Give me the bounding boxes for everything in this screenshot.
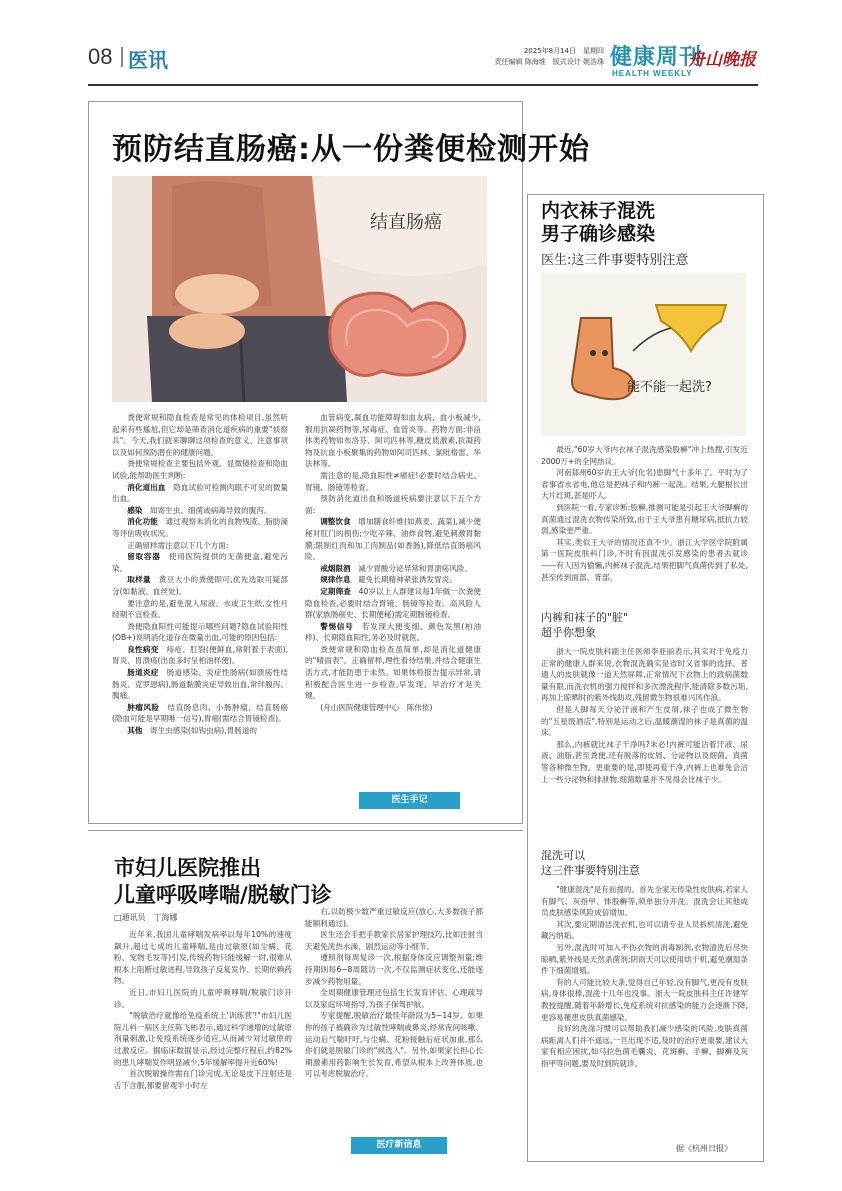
side-subhead-2-line-2: 这三件事要特别注意 [541, 864, 640, 877]
paragraph: 遵照剂每周复诊一次,根据身体反应调整剂量;维持期则每6~8周随访一次,不仅监测症状变化,还能逐步减少药物用量。 [305, 953, 483, 986]
paragraph: 肿瘤风险 结直肠息肉、小肠肿瘤、结直肠癌(隐血可能是早期唯一信号),胃癌(需结合胃镜检查)。 [112, 702, 289, 724]
source-credit: 据《杭州日报》 [676, 1144, 732, 1153]
side-article-section-1 [541, 444, 748, 583]
byline: □通讯员 丁海娜 [114, 913, 178, 922]
paragraph: 其实,类似王大爷的情况还真不少。浙江大学医学院附属第一医院皮肤科门诊,不时有因混洗引发感染的患者去就诊——有人因为偷懒,内裤袜子混洗,结果把脚气真菌传到了私处,甚至传到面部、背部。 [541, 537, 748, 582]
paragraph: 全周期健康管理还包括生长发育评估、心理疏导以及家庭环境指导,为孩子保驾护航。 [305, 988, 483, 1009]
bottom-article-column-1 [114, 929, 292, 1091]
paragraph: 粪便常规检查主要包括外观、显微镜检查和隐血试验,能帮助医生判断: [112, 459, 288, 480]
paragraph: 正确留样需注意以下几个方面: [127, 540, 229, 550]
side-subhead-2-line-1: 混洗可以 [541, 849, 585, 862]
paragraph: 警惕信号 若发现大便变细、颜色发黑(柏油样)、长期隐血阳性,务必及时就医。 [305, 621, 481, 643]
side-title-line-2: 男子确诊感染 [541, 223, 656, 245]
paragraph: 近年来,我国儿童哮喘发病率以每年10%的速度飙升,超过七成的儿童哮喘,是由过敏原(如尘螨、花粉、宠物毛发等)引发,传统药物只能缓解一时,很难从根本上阻断过敏进程,导致孩子反复发作、长期依赖药物。 [114, 930, 292, 986]
paragraph: 粪便常规和隐血检查是常见的体检项目,虽然听起来有些尴尬,但它却是筛查消化道疾病的重要"侦察兵"。今天,我们就来聊聊这项检查的意义、注意事项以及如何预防潜在的健康问题。 [112, 413, 288, 457]
side-article-subtitle: 医生:这三件事要特别注意 [541, 253, 689, 268]
laundry-illustration-art [541, 273, 746, 436]
paragraph: 定期筛查 40岁以上人群建议每1年做一次粪便隐血检查,必要时结合胃镜、肠镜等检查。高风险人群(家族肠癌史、长期便秘)需定期肠镜检查。 [305, 586, 481, 620]
section-name: 医讯 [128, 48, 168, 72]
colorectal-illustration [112, 176, 487, 402]
side-article-title [541, 200, 655, 246]
paragraph: 最近,"60岁大爷内衣袜子混洗感染股癣"冲上热搜,引发近2000万+的全网热议。 [541, 445, 748, 466]
illustration-label: 结直肠癌 [370, 212, 442, 233]
paragraph: 其次,要定期清洁洗衣机,也可以请专业人员拆机清洗,避免藏污纳垢。 [541, 919, 748, 941]
paragraph: (舟山医院健康管理中心 陈伟依) [320, 702, 433, 712]
brand-title: 健康周刊 [610, 45, 703, 70]
paragraph: 取样量 黄豆大小的粪便即可,优先选取可疑部分(如黏液、血丝处)。 [112, 575, 288, 596]
paragraph: 肠道炎症 肠道感染、炎症性肠病(如溃疡性结肠炎、克罗恩病),肠道黏膜炎症导致出血,常伴腹泻、腹痛。 [112, 668, 289, 701]
paragraph: "脱敏治疗就像给免疫系统上'训练营'!"市妇儿医院儿科一病区主任陈飞彬表示,通过科学递增的过敏原剂量刺激,让免疫系统逐步适应,从而减少对过敏原的过激反应。据临床数据显示,经过完整疗程后,约82%的患儿哮喘发作明显减少,5年缓解率提升近60%! [114, 1011, 292, 1067]
laundry-illustration [541, 273, 746, 436]
side-subhead-1-line-2: 超乎你想象 [541, 626, 596, 639]
paragraph: 浙大一院皮肤科副主任医师李亚丽表示,其实对于免疫力正常的健康人群来说,衣物混洗确实是省时又省事的选择。普通人的皮肤就像一道天然屏障,正常情况下衣物上的致病菌数量有限,而洗衣机的强力搅拌和多次漂洗程序,能清除多数污垢,再加上晾晒时的紫外线助攻,残留微生物很难兴风作浪。 [541, 647, 748, 703]
paragraph: 消化道出血 隐血试验可检测肉眼不可见的微量出血。 [112, 482, 289, 504]
bottom-article-title [114, 855, 332, 909]
laundry-illustration-label: 能不能一起洗? [627, 380, 712, 395]
paragraph: 感染 如寄生虫、细菌或病毒导致的腹泻。 [127, 505, 272, 515]
paragraph: 有的人可能比较大条,觉得自己年轻,没有脚气,更没有皮肤病,身体很棒,混洗十几年也没事。浙大一院皮肤科主任许建军教授提醒,随着年龄增长,免疫系统对抗感染的能力会逐渐下降,更容易罹患皮肤真菌感染。 [541, 977, 748, 1022]
paragraph: 医生还会手把手教家长居家护理技巧,比如注射当天避免洗热水澡、剧烈运动等小细节。 [305, 930, 483, 951]
date-line: 2025年8月14日 星期四 [523, 47, 604, 55]
paragraph: 粪便隐血阳性可能提示哪些问题?隐血试验阳性(OB+)说明消化道存在微量出血,可能的原因包括: [112, 621, 288, 643]
paragraph: 近日,市妇儿医院的儿童呼吸哮喘/脱敏门诊开诊。 [114, 987, 292, 1009]
paragraph: 粪便常规和隐血检查虽简单,却是消化道健康的"晴雨表"。正确留样,理性看待结果,并结合健康生活方式,才能防患于未然。如果体检报告提示异常,请积极配合医生进一步检查,早发现、早治疗才是关键。 [305, 644, 481, 701]
page-number: 08 [88, 44, 113, 69]
doctor-notes-tag: 医生手记 [359, 792, 460, 809]
medical-news-tag: 医疗新信息 [351, 1137, 447, 1154]
paragraph: 到医院一看,专家诊断:股癣,推测可能是引起王大爷脚癣的真菌通过混洗衣物传染所致,由于王大爷患有糖尿病,抵抗力较弱,感染更严重。 [541, 502, 748, 536]
header-meta [486, 46, 604, 68]
header-rule [88, 84, 758, 86]
paragraph: "健康混洗"是有前提的。首先全家无传染性皮肤病,若家人有脚气、灰指甲、体股癣等,须单独分开洗。混洗会让其他成员皮肤感染风险成倍增加。 [541, 885, 748, 918]
newspaper-logo: 舟山晚报 [688, 50, 756, 70]
paragraph: 良好的洗涤习惯可以帮助我们减少感染的风险,皮肤真菌病距离人们并不遥远,一旦出现不适,及时的治疗更重要,建议大家有相应困扰,如马拉色菌毛囊炎、花斑癣、手癣、脚癣及灰指甲等问题,要及时到院就诊。 [541, 1024, 748, 1068]
paragraph: 戒烟限酒 减少胃酸分泌异常和胃溃疡风险。 [320, 563, 473, 573]
main-article-column-1 [112, 412, 288, 737]
paragraph: 但是人脚每天分泌汗液和产生皮屑,袜子也成了微生物的"五星级酒店",特别是运动之后,温暖潮湿的袜子是真菌的温床。 [541, 704, 748, 738]
paragraph: 专家提醒,脱敏治疗最佳年龄段为5~14岁。如果你的孩子被确诊为过敏性哮喘或鼻炎,经常夜间咳嗽、运动后气喘吁吁,与尘螨、花粉接触后症状加重,那么你们就是脱敏门诊的"候选人"。另外,如果家长担心长期激素用药影响生长发育,希望从根本上改善体质,也可以考虑脱敏治疗。 [305, 1011, 483, 1079]
paragraph: 血管病变,凝血功能障碍如血友病、血小板减少,服用抗凝药物等,尿毒症、血管炎等。药物方面:非甾体类药物如布洛芬、阿司匹林等,糖皮质激素,抗凝药物及抗血小板聚集的药物如阿司匹林、氯吡格雷、华法林等。 [305, 413, 481, 469]
paragraph: 良性病变 痔疮、肛裂(便鲜血,常附着于表面),胃炎、胃溃疡(出血多时呈柏油样便)。 [112, 644, 288, 666]
side-article-section-2 [541, 646, 748, 785]
side-subhead-1-line-1: 内裤和袜子的"脏" [541, 611, 629, 624]
paragraph: 规律作息 避免长期精神紧张诱发胃炎。 [320, 575, 457, 585]
paragraph: 要注意的是,避免混入尿液、水或卫生纸,女性月经期不宜检查。 [112, 598, 288, 620]
paragraph: 消化功能 通过观察未消化的食物残渣、脂肪滴等评估吸收状况。 [112, 517, 289, 538]
paragraph: 另外,混洗时可加入不伤衣物的消毒制剂,衣物清洗后尽快晾晒,紫外线是天然杀菌剂;阴雨天可以使用烘干机,避免潮湿条件下细菌增殖。 [541, 942, 748, 976]
paragraph: 调整饮食 增加膳食纤维(如燕麦、蔬菜),减少便秘对肛门的损伤;少吃辛辣、油炸食物,避免刺激胃黏膜;限制红肉和加工肉制品(如香肠),降低结直肠癌风险。 [305, 517, 482, 562]
header-divider [121, 47, 123, 67]
brand-title-en: HEALTH WEEKLY [612, 69, 693, 78]
paragraph: 那么,内裤就比袜子干净吗?未必!内裤可能沾着汗液、尿液、油脂,甚至粪便,还有脱落的皮屑、分泌物以及细菌、真菌等各种微生物。更重要的是,即使再爱干净,内裤上也难免会沾上一些分泌物和排泄物,细菌数量并不见得会比袜子少。 [541, 739, 748, 784]
main-article-title: 预防结直肠癌:从一份粪便检测开始 [112, 132, 590, 167]
side-article-section-3 [541, 884, 748, 1070]
paragraph: 河南郑州60岁的王大爷(化名)患脚气十多年了。平时为了省事省水省电,他总是把袜子和内裤一起洗。结果,大腿根长出大片红斑,甚是吓人。 [541, 468, 748, 501]
colorectal-illustration-art [112, 176, 487, 402]
side-subhead-1 [541, 610, 628, 640]
paragraph: 其他 寄生虫感染(如钩虫病),胃肠道的 [127, 726, 258, 736]
side-title-line-1: 内衣袜子混洗 [541, 200, 656, 222]
bottom-title-line-2: 儿童呼吸哮喘/脱敏门诊 [114, 883, 332, 907]
main-article-column-2 [305, 412, 481, 713]
paragraph: 首次脱敏操作需在门诊完成,无论是皮下注射还是舌下含服,都要留观半小时左 [114, 1069, 292, 1090]
paragraph: 预防消化道出血和肠道疾病要注意以下五个方面: [305, 494, 481, 515]
paragraph: 留取容器 使用医院提供的无菌便盒,避免污染。 [112, 552, 289, 573]
editor-line: 责任编辑 陈海维 版式设计 姚浩珠 [494, 58, 604, 66]
paragraph: 需注意的是,隐血阳性≠癌症!必要时结合病史、胃镜、肠镜等检查。 [305, 470, 481, 492]
side-subhead-2 [541, 848, 640, 878]
bottom-title-line-1: 市妇儿医院推出 [114, 856, 261, 880]
bottom-article-column-2 [305, 906, 483, 1080]
paragraph: 右,以防极少数严重过敏反应(放心,大多数孩子都能顺利通过)。 [305, 907, 483, 928]
